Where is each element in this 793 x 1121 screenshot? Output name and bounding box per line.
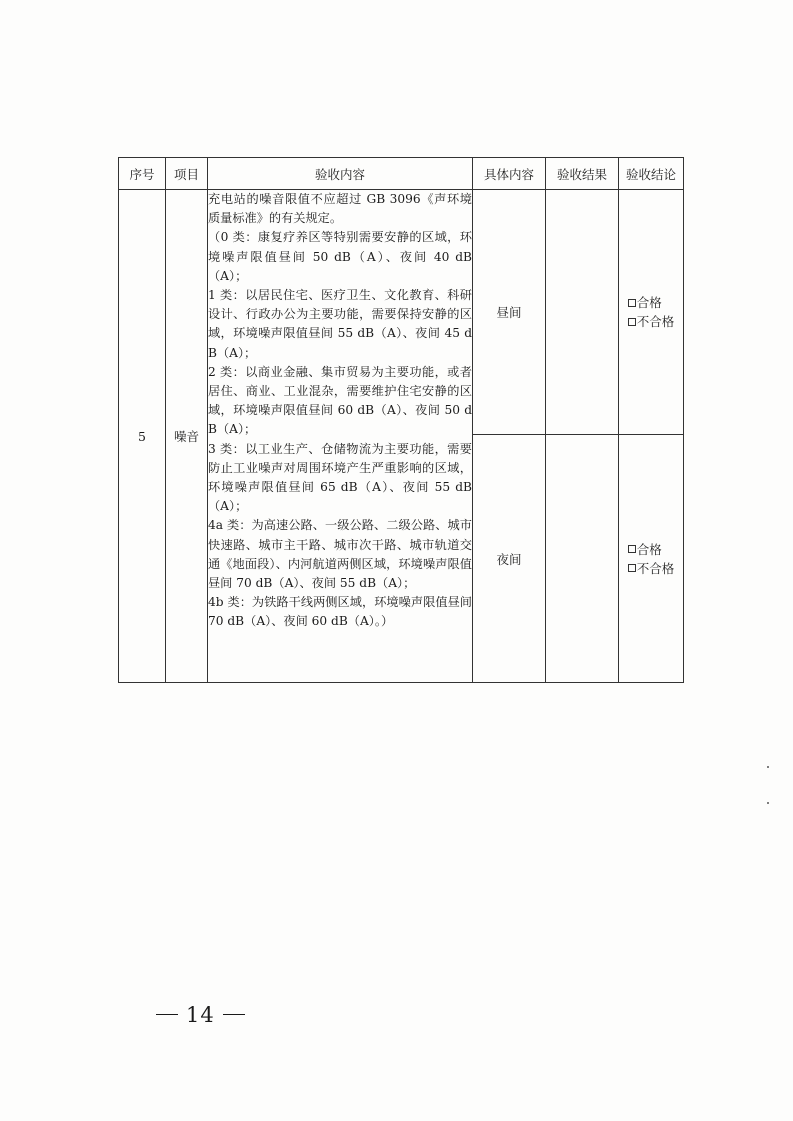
scan-speck xyxy=(767,766,769,768)
table-row-day xyxy=(119,190,684,435)
content-paragraph: （0 类：康复疗养区等特别需要安静的区域，环境噪声限值昼间 50 dB（A）、夜间 40 dB（A）； xyxy=(208,230,472,283)
verdict-options-day xyxy=(628,293,675,331)
page-number-dash-left xyxy=(156,1014,178,1016)
verdict-pass-option[interactable] xyxy=(628,540,675,559)
page-number xyxy=(148,1003,253,1027)
header-no: 序号 xyxy=(119,158,166,190)
content-text xyxy=(208,190,472,632)
verdict-options-night xyxy=(628,540,675,578)
cell-result-night[interactable] xyxy=(546,435,619,683)
cell-verdict-night xyxy=(619,435,684,683)
acceptance-table xyxy=(118,157,684,683)
content-paragraph: 4b 类：为铁路干线两侧区域，环境噪声限值昼间 70 dB（A）、夜间 60 dB（A）。） xyxy=(208,595,472,629)
cell-detail-night: 夜间 xyxy=(473,435,546,683)
header-result: 验收结果 xyxy=(546,158,619,190)
checkbox-icon[interactable] xyxy=(628,564,636,572)
header-content: 验收内容 xyxy=(208,158,473,190)
table-header-row xyxy=(119,158,684,190)
checkbox-icon[interactable] xyxy=(628,318,636,326)
page-number-value: 14 xyxy=(186,1003,215,1027)
cell-item: 噪音 xyxy=(166,190,208,683)
verdict-pass-label: 合格 xyxy=(636,295,662,310)
verdict-fail-label: 不合格 xyxy=(636,314,675,329)
content-paragraph: 充电站的噪音限值不应超过 GB 3096《声环境质量标准》的有关规定。 xyxy=(208,192,472,226)
cell-content xyxy=(208,190,473,683)
verdict-fail-label: 不合格 xyxy=(636,560,675,576)
cell-result-day[interactable] xyxy=(546,190,619,435)
verdict-pass-label: 合格 xyxy=(636,541,662,557)
verdict-pass-option[interactable] xyxy=(628,293,675,312)
content-paragraph: 1 类：以居民住宅、医疗卫生、文化教育、科研设计、行政办公为主要功能，需要保持安静的区域，环境噪声限值昼间 55 dB（A）、夜间 45 dB（A）； xyxy=(208,288,472,360)
cell-verdict-day xyxy=(619,190,684,435)
header-verdict: 验收结论 xyxy=(619,158,684,190)
cell-no: 5 xyxy=(119,190,166,683)
verdict-fail-option[interactable] xyxy=(628,312,675,331)
cell-detail-day: 昼间 xyxy=(473,190,546,435)
content-paragraph: 3 类：以工业生产、仓储物流为主要功能，需要防止工业噪声对周围环境产生严重影响的区域，环境噪声限值昼间 65 dB（A）、夜间 55 dB（A）； xyxy=(208,441,472,514)
page-number-dash-right xyxy=(223,1014,245,1016)
scan-speck xyxy=(767,802,769,804)
content-paragraph: 2 类：以商业金融、集市贸易为主要功能，或者居住、商业、工业混杂，需要维护住宅安静的区域，环境噪声限值昼间 60 dB（A）、夜间 50 dB（A）； xyxy=(208,364,472,437)
content-paragraph: 4a 类：为高速公路、一级公路、二级公路、城市快速路、城市主干路、城市次干路、城市轨道交通《地面段）、内河航道两侧区域，环境噪声限值昼间 70 dB（A）、夜间 55 dB（A）； xyxy=(208,518,472,591)
checkbox-icon[interactable] xyxy=(628,545,636,553)
header-detail: 具体内容 xyxy=(473,158,546,190)
checkbox-icon[interactable] xyxy=(628,299,636,307)
header-item: 项目 xyxy=(166,158,208,190)
verdict-fail-option[interactable] xyxy=(628,559,675,578)
